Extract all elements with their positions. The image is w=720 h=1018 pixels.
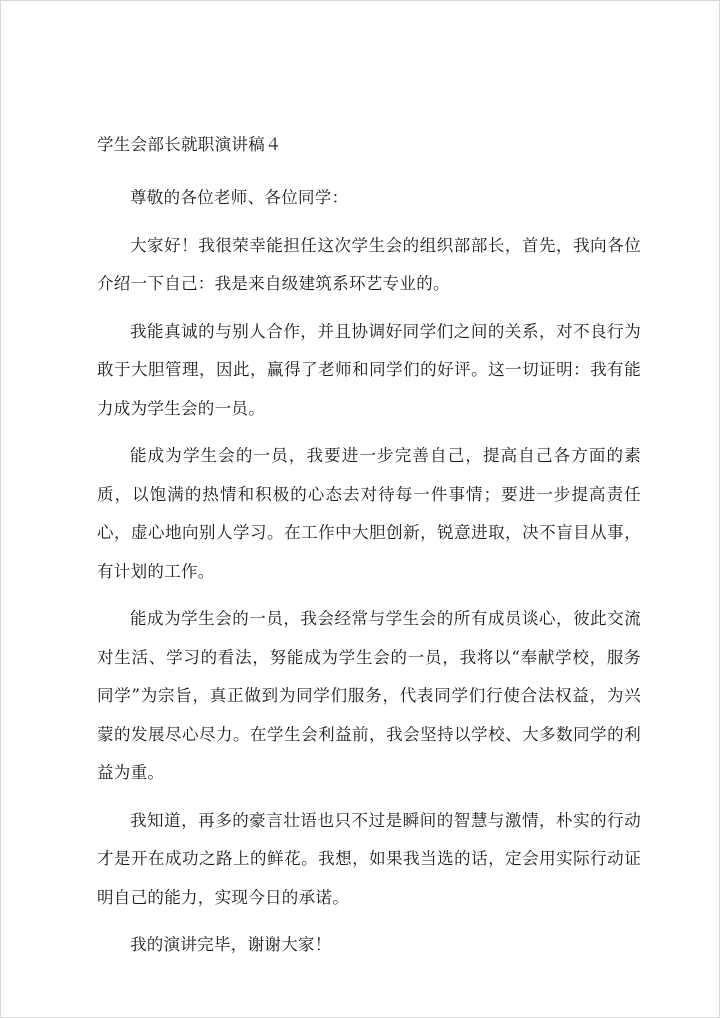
paragraph-service: 能成为学生会的一员，我会经常与学生会的所有成员谈心，彼此交流对生活、学习的看法，努能成为学生会的一员，我将以“奉献学校，服务同学”为宗旨，真正做到为同学们服务，代表同学们行使合法权益，为兴蒙的发展尽心尽力。在学生会利益前，我会坚持以学校、大多数同学的利益为重。 [97,609,641,782]
document-title: 学生会部长就职演讲稿４ [97,135,282,154]
paragraph-salutation: 尊敬的各位老师、各位同学： [130,188,349,207]
paragraph-closing: 我的演讲完毕，谢谢大家！ [130,935,332,954]
paragraph-cooperation: 我能真诚的与别人合作，并且协调好同学们之间的关系，对不良行为敢于大胆管理，因此，赢得了老师和同学们的好评。这一切证明：我有能力成为学生会的一员。 [97,321,641,418]
document-body [97,129,641,974]
paragraph-self-improvement: 能成为学生会的一员，我要进一步完善自己，提高自己各方面的素质，以饱满的热情和积极的心态去对待每一件事情；要进一步提高责任心，虚心地向别人学习。在工作中大胆创新，锐意进取，决不盲目从事，有计划的工作。 [97,446,641,581]
paragraph-commitment: 我知道，再多的豪言壮语也只不过是瞬间的智慧与激情，朴实的行动才是开在成功之路上的鲜花。我想，如果我当选的话，定会用实际行动证明自己的能力，实现今日的承诺。 [97,810,641,907]
paragraph-introduction: 大家好！我很荣幸能担任这次学生会的组织部部长，首先，我向各位介绍一下自己：我是来自级建筑系环艺专业的。 [97,235,641,293]
